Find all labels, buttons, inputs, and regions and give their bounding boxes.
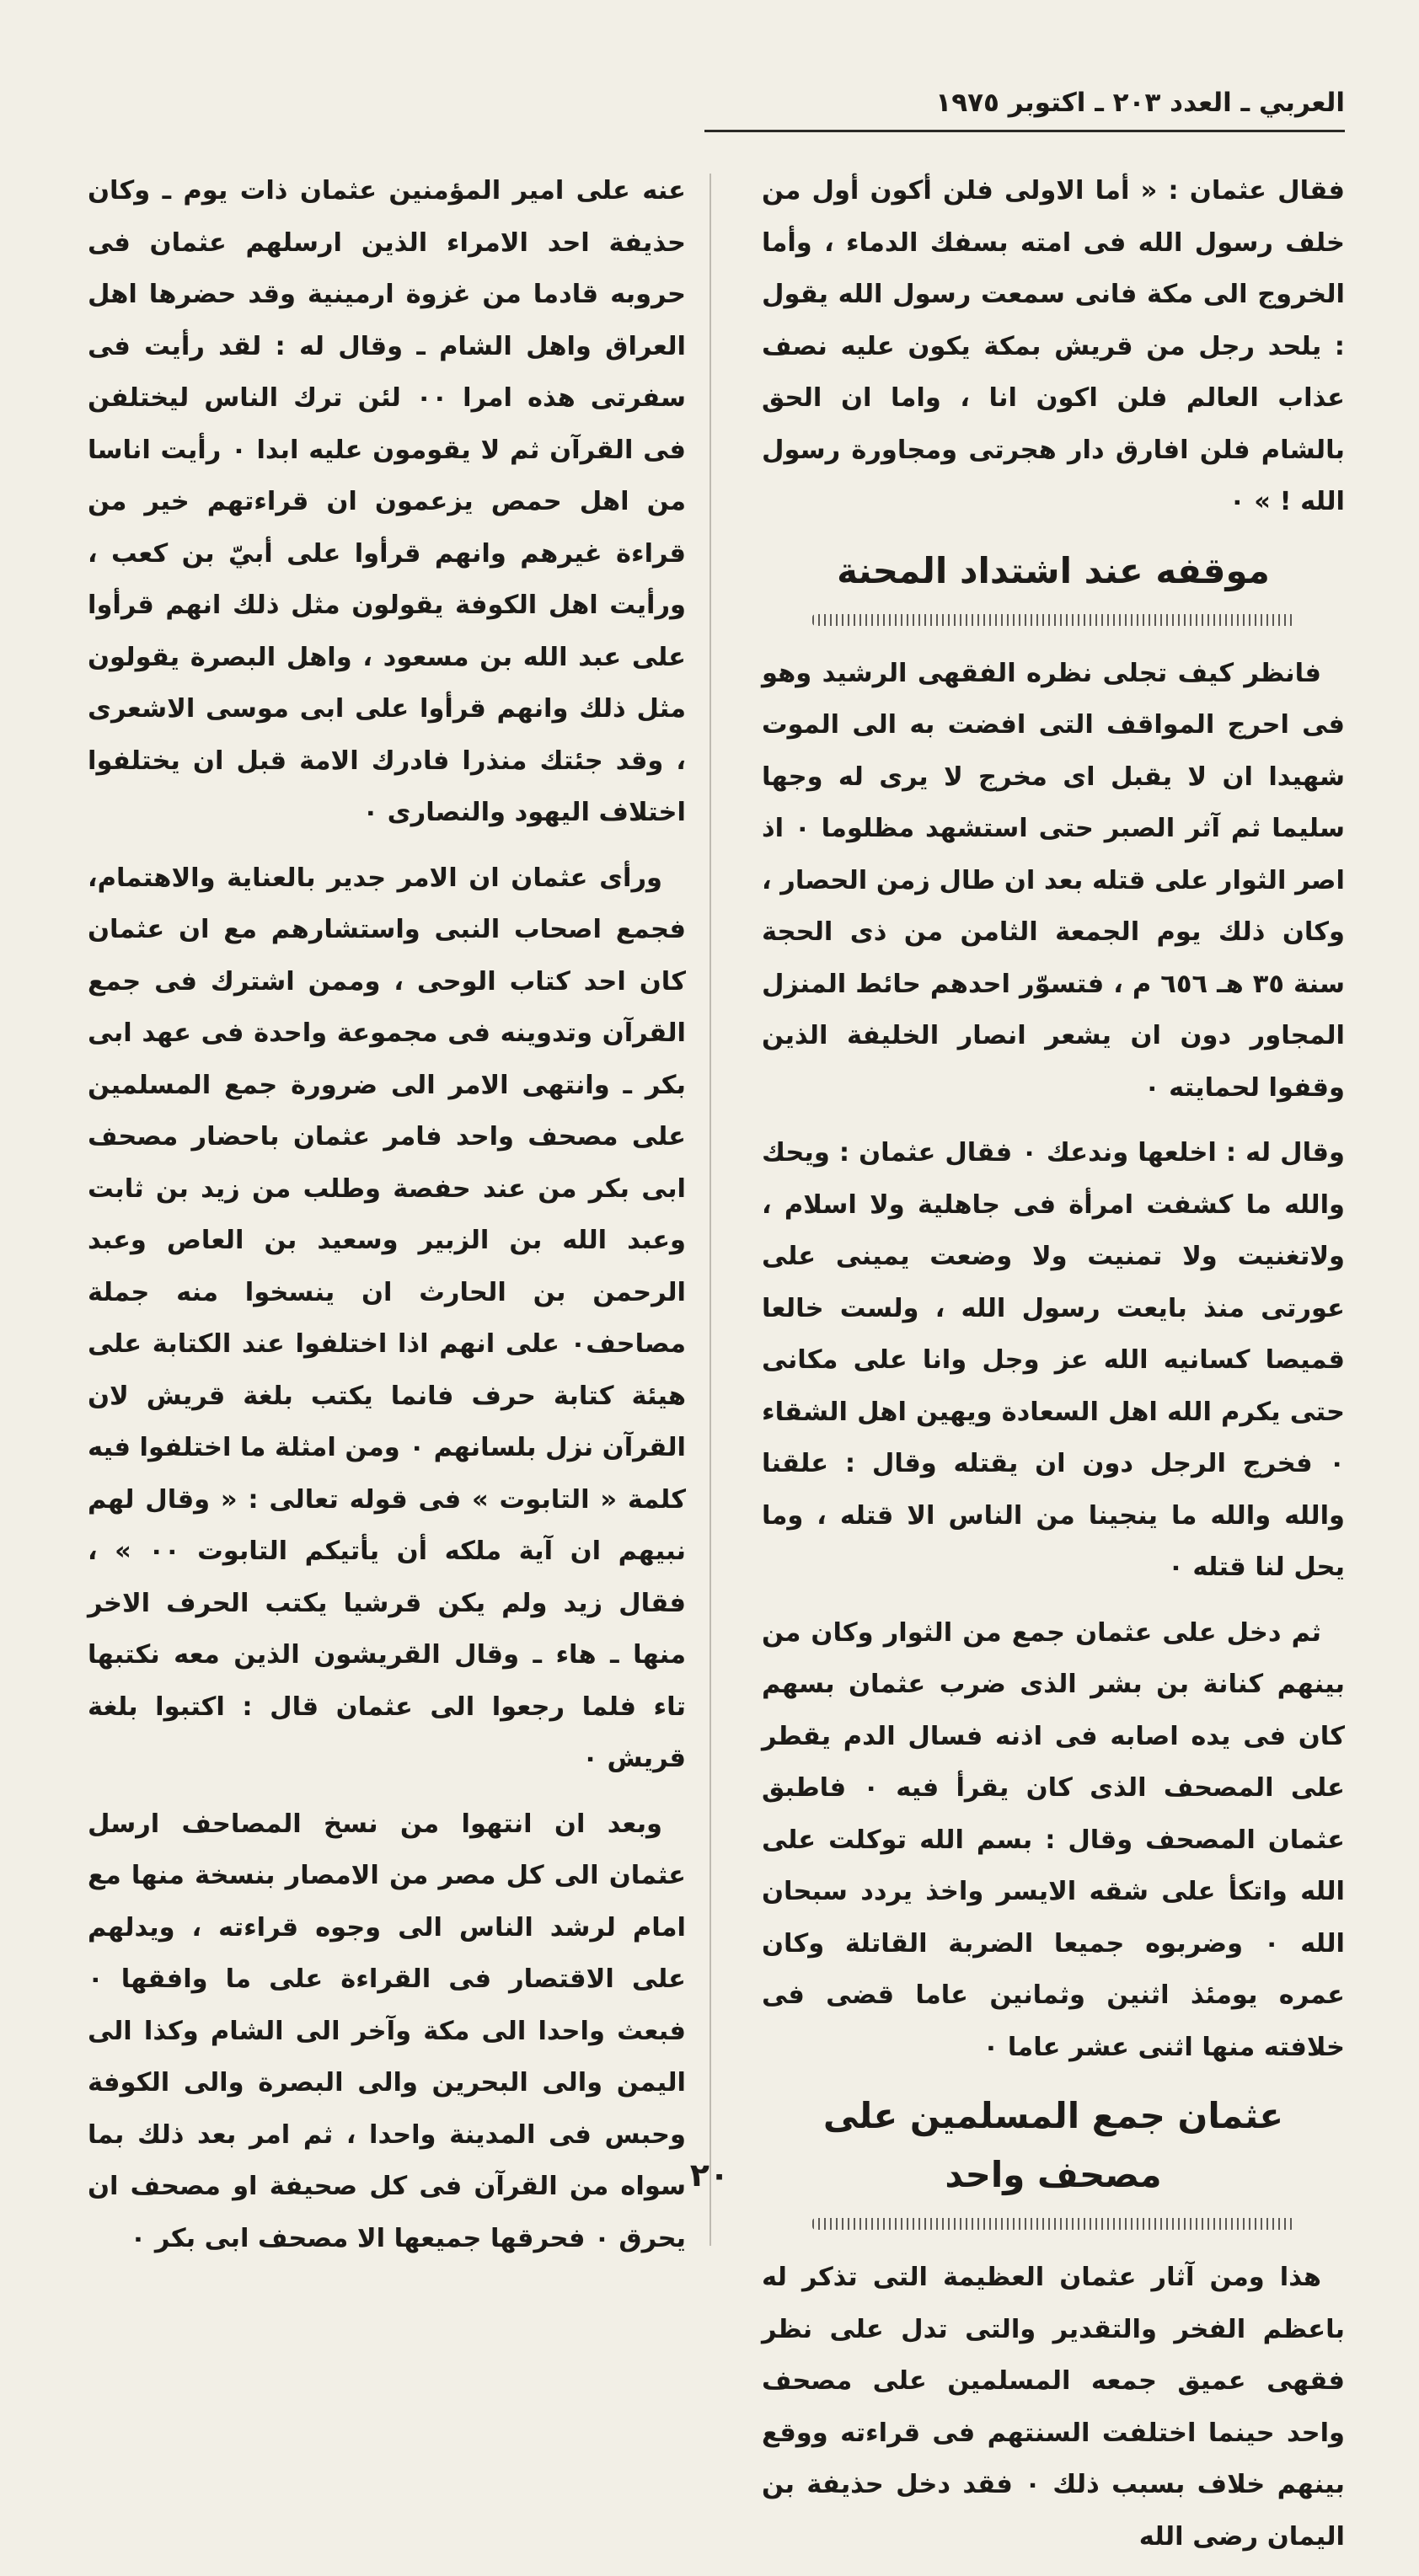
column-divider <box>710 174 711 2246</box>
running-header: العربي ـ العدد ٢٠٣ ـ اكتوبر ١٩٧٥ <box>704 81 1345 132</box>
paragraph: عنه على امير المؤمنين عثمان ذات يوم ـ وكان حذيفة احد الامراء الذين ارسلهم عثمان فى حروبه قادما من غزوة ارمينية وقد حضرها اهل العراق واهل الشام ـ وقال له : لقد رأيت فى سفرتى هذه امرا ٠٠ لئن ترك الناس ليختلفن فى القرآن ثم لا يقومون عليه ابدا ٠ رأيت اناسا من اهل حمص يزعمون ان قراءتهم خير من قراءة غيرهم وانهم قرأوا على أبيّ بن كعب ، ورأيت اهل الكوفة يقولون مثل ذلك انهم قرأوا على عبد الله بن مسعود ، واهل البصرة يقولون مثل ذلك وانهم قرأوا على ابى موسى الاشعرى ، وقد جئتك منذرا فادرك الامة قبل ان يختلفوا اختلاف اليهود والنصارى ٠ <box>88 176 687 827</box>
paragraph: هذا ومن آثار عثمان العظيمة التى تذكر له باعظم الفخر والتقدير والتى تدل على نظر فقهى عميق جمعه المسلمين على مصحف واحد حينما اختلفت السنتهم فى قراءته ووقع بينهم خلاف بسبب ذلك ٠ فقد دخل حذيفة بن اليمان رضى الله <box>762 2263 1345 2552</box>
wavy-rule <box>812 614 1294 626</box>
wavy-rule <box>812 2218 1294 2230</box>
paragraph: ورأى عثمان ان الامر جدير بالعناية والاهتمام، فجمع اصحاب النبى واستشارهم مع ان عثمان كان احد كتاب الوحى ، وممن اشترك فى جمع القرآن وتدوينه فى مجموعة واحدة فى عهد ابى بكر ـ وانتهى الامر الى ضرورة جمع المسلمين على مصحف واحد فامر عثمان باحضار مصحف ابى بكر من عند حفصة وطلب من زيد بن ثابت وعبد الله بن الزبير وسعيد بن العاص وعبد الرحمن بن الحارث ان ينسخوا منه جملة مصاحف٠ على انهم اذا اختلفوا عند الكتابة على هيئة كتابة حرف فانما يكتب بلغة قريش لان القرآن نزل بلسانهم ٠ ومن امثلة ما اختلفوا فيه كلمة « التابوت » فى قوله تعالى : « وقال لهم نبيهم ان آية ملكه أن يأتيكم التابوت ٠٠ » ، فقال زيد ولم يكن قرشيا يكتب الحرف الاخر منها ـ هاء ـ وقال القريشون الذين معه نكتبها تاء فلما رجعوا الى عثمان قال : اكتبوا بلغة قريش ٠ <box>88 863 686 1773</box>
paragraph: فانظر كيف تجلى نظره الفقهى الرشيد وهو فى احرج المواقف التى افضت به الى الموت شهيدا ان لا يقبل اى مخرج لا يرى له وجها سليما ثم آثر الصبر حتى استشهد مظلوما ٠ اذ اصر الثوار على قتله بعد ان طال زمن الحصار ، وكان ذلك يوم الجمعة الثامن من ذى الحجة سنة ٣٥ هـ ٦٥٦ م ، فتسوّر احدهم حائط المنزل المجاور دون ان يشعر انصار الخليفة الذين وقفوا لحمايته ٠ <box>762 658 1345 1103</box>
right-column <box>762 165 1345 2576</box>
left-column <box>88 165 686 2278</box>
paragraph: ثم دخل على عثمان جمع من الثوار وكان من بينهم كنانة بن بشر الذى ضرب عثمان بسهم كان فى يده اصابه فى اذنه فسال الدم يقطر على المصحف الذى كان يقرأ فيه ٠ فاطبق عثمان المصحف وقال : بسم الله توكلت على الله واتكأ على شقه الايسر واخذ يردد سبحان الله ٠ وضربوه جميعا الضربة القاتلة وكان عمره يومئذ اثنين وثمانين عاما قضى فى خلافته منها اثنى عشر عاما ٠ <box>762 1617 1345 2062</box>
page-number: ٢٠ <box>689 2156 730 2194</box>
paragraph: وبعد ان انتهوا من نسخ المصاحف ارسل عثمان الى كل مصر من الامصار بنسخة منها مع امام لرشد الناس الى وجوه قراءته ، ويدلهم على الاقتصار فى القراءة على ما وافقها ٠ فبعث واحدا الى مكة وآخر الى الشام وكذا الى اليمن والى البحرين والى البصرة والى الكوفة وحبس فى المدينة واحدا ، ثم امر بعد ذلك بما سواه من القرآن فى كل صحيفة او مصحف ان يحرق ٠ فحرقها جميعها الا مصحف ابى بكر ٠ <box>88 1809 686 2253</box>
paragraph: وقال له : اخلعها وندعك ٠ فقال عثمان : ويحك والله ما كشفت امرأة فى جاهلية ولا اسلام ، ولاتغنيت ولا تمنيت ولا وضعت يمينى على عورتى منذ بايعت رسول الله ، ولست خالعا قميصا كسانيه الله عز وجل وانا على مكانى حتى يكرم الله اهل السعادة ويهين اهل الشقاء ٠ فخرج الرجل دون ان يقتله وقال : علقنا والله والله ما ينجينا من الناس الا قتله ، وما يحل لنا قتله ٠ <box>762 1138 1345 1582</box>
paragraph: فقال عثمان : « أما الاولى فلن أكون أول من خلف رسول الله فى امته بسفك الدماء ، وأما الخروج الى مكة فانى سمعت رسول الله يقول : يلحد رجل من قريش بمكة يكون عليه نصف عذاب العالم فلن اكون انا ، واما ان الحق بالشام فلن افارق دار هجرتى ومجاورة رسول الله ! » ٠ <box>762 176 1345 516</box>
section-heading: موقفه عند اشتداد المحنة <box>837 549 1270 591</box>
section-heading: عثمان جمع المسلمين على مصحف واحد <box>822 2095 1284 2195</box>
